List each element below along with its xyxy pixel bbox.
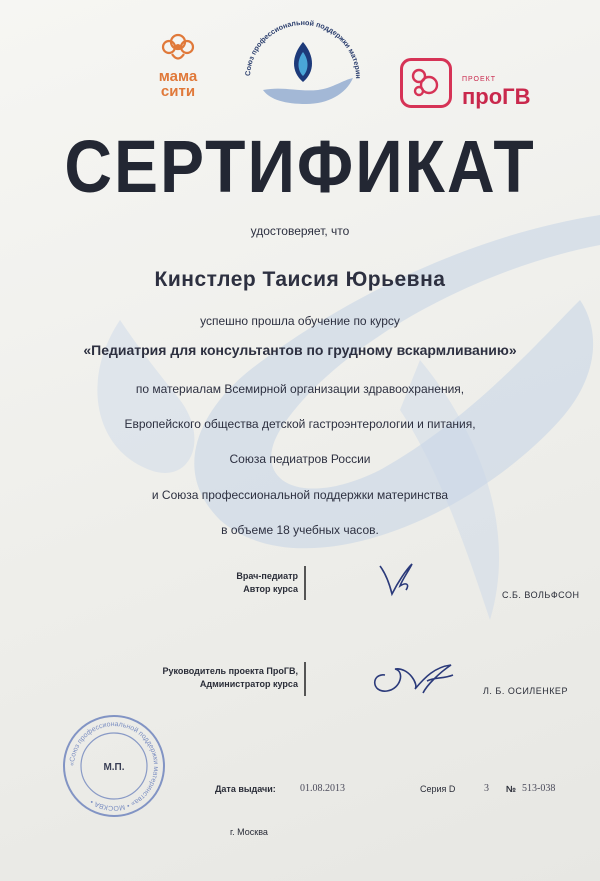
course-name: «Педиатрия для консультантов по грудному вскармливанию» <box>83 342 517 358</box>
number-label: № <box>506 784 517 794</box>
completed-text: успешно прошла обучение по курсу <box>200 314 400 328</box>
progv-small-label: ПРОЕКТ <box>462 76 497 83</box>
divider <box>304 566 306 600</box>
signatory-1-role-line2: Автор курса <box>243 584 298 594</box>
number-value: 513-038 <box>522 783 556 794</box>
hand-icon <box>263 78 353 104</box>
union-logo-text: Союз профессиональной поддержки материн <box>242 17 364 79</box>
date-value: 01.08.2013 <box>300 783 345 794</box>
progv-big-label: проГВ <box>462 84 531 109</box>
official-stamp <box>60 712 168 820</box>
stamp-center: М.П. <box>103 762 125 773</box>
materials-line-5: в объеме 18 учебных часов. <box>221 523 379 537</box>
progv-logo <box>400 58 535 113</box>
signatory-1-role <box>180 570 298 596</box>
signature-2 <box>365 655 460 700</box>
signature-1 <box>372 560 422 600</box>
signatory-2-role-line1: Руководитель проекта ПроГВ, <box>162 666 298 676</box>
city: г. Москва <box>230 827 268 837</box>
mama-siti-logo <box>138 30 218 99</box>
materials-line-3: Союза педиатров России <box>229 452 371 466</box>
series-label: Серия D <box>420 784 456 794</box>
stamp-text: «Союз профессиональной поддержки материнства» • МОСКВА • <box>68 720 160 812</box>
progv-mark-icon <box>400 58 452 108</box>
materials-line-1: по материалам Всемирной организации здравоохранения, <box>135 382 465 396</box>
signatory-1-role-line1: Врач-педиатр <box>236 571 298 581</box>
flower-icon <box>158 30 198 64</box>
mama-siti-line1: мама <box>158 68 198 85</box>
signatory-2-name: Л. Б. ОСИЛЕНКЕР <box>483 686 568 696</box>
mama-siti-line2: сити <box>160 83 196 100</box>
date-label: Дата выдачи: <box>215 784 276 794</box>
materials-line-2: Европейского общества детской гастроэнтерологии и питания, <box>124 417 476 431</box>
recipient-name: Кинстлер Таисия Юрьевна <box>154 268 446 291</box>
signatory-2-role <box>140 665 298 691</box>
series-value: 3 <box>484 783 489 794</box>
certificate-title: СЕРТИФИКАТ <box>64 124 536 208</box>
certifies-text: удостоверяет, что <box>250 224 350 238</box>
signatory-1-name: С.Б. ВОЛЬФСОН <box>502 590 580 600</box>
union-logo <box>228 8 378 128</box>
divider <box>304 662 306 696</box>
materials-line-4: и Союза профессиональной поддержки материнства <box>151 488 449 502</box>
signatory-2-role-line2: Администратор курса <box>199 679 298 689</box>
